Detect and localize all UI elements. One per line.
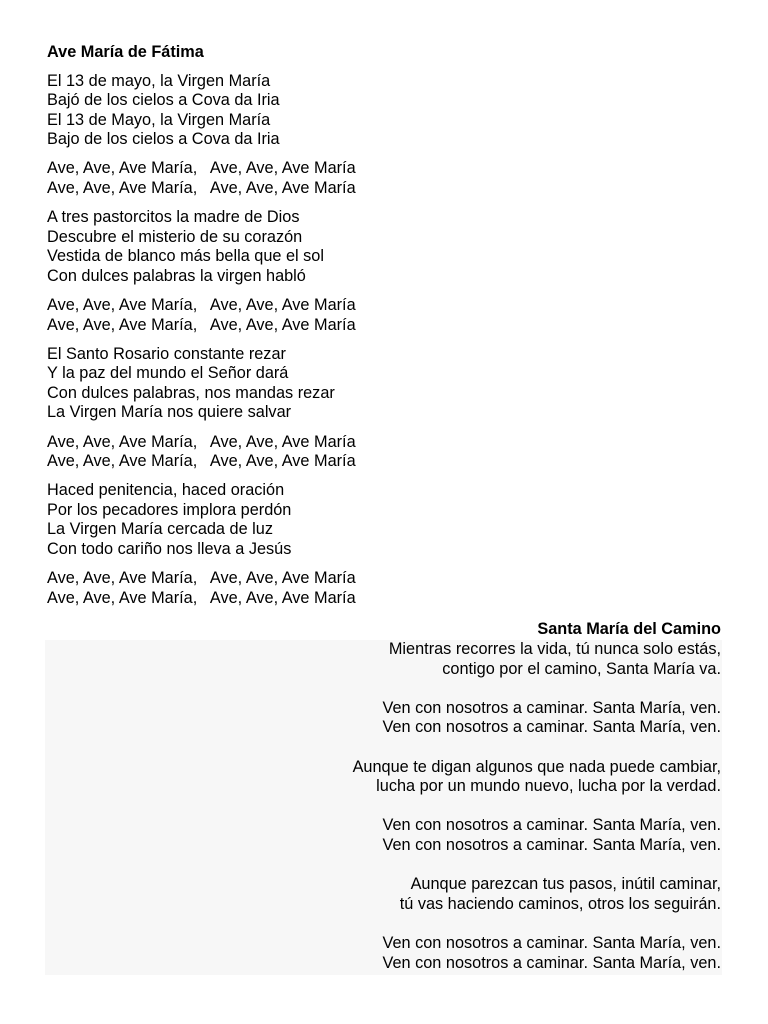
- stanza: [221, 699, 721, 738]
- song-santa-maria-del-camino: [221, 618, 721, 973]
- lyric-line: Ven con nosotros a caminar. Santa María, ven.: [382, 698, 721, 717]
- lyric-line: Ave, Ave, Ave María, Ave, Ave, Ave María: [47, 315, 356, 334]
- lyric-line: Y la paz del mundo el Señor dará: [47, 364, 289, 383]
- lyric-line: Con dulces palabras la virgen habló: [47, 266, 306, 285]
- lyric-line: Aunque te digan algunos que nada puede cambiar,: [352, 757, 721, 776]
- lyric-line: Por los pecadores implora perdón: [47, 500, 292, 519]
- lyric-line: La Virgen María nos quiere salvar: [47, 403, 292, 422]
- lyric-line: tú vas haciendo caminos, otros los seguirán.: [399, 894, 721, 913]
- song-ave-maria-de-fatima: [47, 42, 447, 618]
- lyric-line: El 13 de Mayo, la Virgen María: [47, 110, 271, 129]
- lyric-line: Con todo cariño nos lleva a Jesús: [47, 539, 292, 558]
- lyric-line: La Virgen María cercada de luz: [47, 520, 273, 539]
- lyric-line: El 13 de mayo, la Virgen María: [47, 71, 271, 90]
- lyric-line: El Santo Rosario constante rezar: [47, 344, 286, 363]
- lyric-line: Ave, Ave, Ave María, Ave, Ave, Ave María: [47, 432, 356, 451]
- song-stanzas: [47, 72, 447, 609]
- stanza: [221, 816, 721, 855]
- stanza: [47, 345, 447, 423]
- lyric-line: Aunque parezcan tus pasos, inútil caminar,: [410, 875, 721, 894]
- song-stanzas: [221, 640, 721, 973]
- lyric-line: Ven con nosotros a caminar. Santa María, ven.: [382, 835, 721, 854]
- lyric-line: Descubre el misterio de su corazón: [47, 227, 303, 246]
- stanza: [47, 569, 447, 608]
- stanza: [47, 72, 447, 150]
- lyric-line: Ven con nosotros a caminar. Santa María, ven.: [382, 718, 721, 737]
- lyric-line: Ven con nosotros a caminar. Santa María, ven.: [382, 933, 721, 952]
- song-title: Ave María de Fátima: [47, 43, 204, 61]
- lyric-line: Haced penitencia, haced oración: [47, 481, 285, 500]
- stanza: [47, 159, 447, 198]
- lyric-line: lucha por un mundo nuevo, lucha por la verdad.: [376, 777, 721, 796]
- lyric-line: Vestida de blanco más bella que el sol: [47, 247, 324, 266]
- lyric-line: Bajó de los cielos a Cova da Iria: [47, 91, 280, 110]
- stanza: [221, 934, 721, 973]
- stanza: [47, 481, 447, 559]
- lyric-line: Ave, Ave, Ave María, Ave, Ave, Ave María: [47, 159, 356, 178]
- stanza: [47, 433, 447, 472]
- stanza: [47, 208, 447, 286]
- song-title: Santa María del Camino: [537, 620, 721, 638]
- lyric-line: Ave, Ave, Ave María, Ave, Ave, Ave María: [47, 295, 356, 314]
- lyric-line: A tres pastorcitos la madre de Dios: [47, 208, 300, 227]
- lyric-line: Bajo de los cielos a Cova da Iria: [47, 130, 280, 149]
- lyric-line: Mientras recorres la vida, tú nunca solo estás,: [388, 640, 721, 658]
- stanza: [221, 640, 721, 679]
- lyric-line: Ave, Ave, Ave María, Ave, Ave, Ave María: [47, 569, 356, 588]
- lyric-line: Ven con nosotros a caminar. Santa María, ven.: [382, 816, 721, 835]
- lyric-line: Ave, Ave, Ave María, Ave, Ave, Ave María: [47, 588, 356, 607]
- lyric-line: contigo por el camino, Santa María va.: [442, 659, 721, 678]
- stanza: [221, 875, 721, 914]
- lyric-line: Ven con nosotros a caminar. Santa María, ven.: [382, 953, 721, 972]
- lyric-line: Con dulces palabras, nos mandas rezar: [47, 383, 335, 402]
- lyric-line: Ave, Ave, Ave María, Ave, Ave, Ave María: [47, 178, 356, 197]
- stanza: [221, 758, 721, 797]
- lyric-line: Ave, Ave, Ave María, Ave, Ave, Ave María: [47, 452, 356, 471]
- stanza: [47, 296, 447, 335]
